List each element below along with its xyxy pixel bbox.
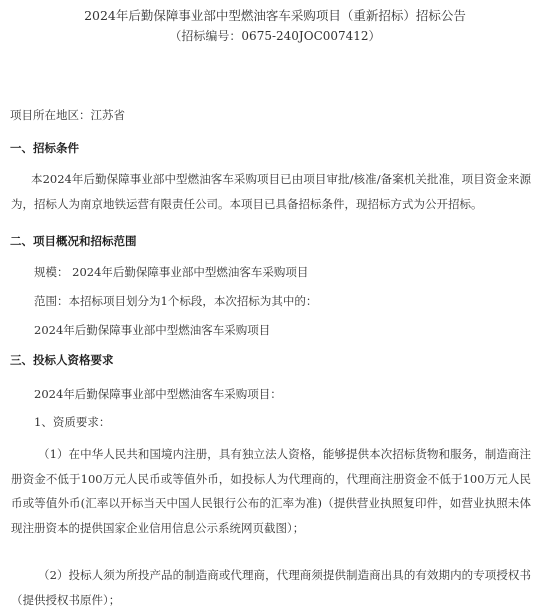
qualification-item-1: （1）在中华人民共和国境内注册，具有独立法人资格，能够提供本次招标货物和服务，制造商注册资金不低于100万元人民币或等值外币，如投标人为代理商的，代理商注册资金不低于100万元人民币或等值外币(汇率以开标当天中国人民银行公布的汇率为准)（提供营业执照复印件，如营业执照未体现注册资本的提供国家企业信用信息公示系统网页截图）； — [11, 447, 531, 535]
tender-number: （招标编号：0675-240JOC007412） — [169, 29, 381, 43]
project-lot: 2024年后勤保障事业部中型燃油客车采购项目 — [34, 323, 271, 337]
section-heading-qualifications: 三、投标人资格要求 — [10, 353, 114, 367]
conditions-paragraph: 本2024年后勤保障事业部中型燃油客车采购项目已由项目审批/核准/备案机关批准，项目资金来源为，招标人为南京地铁运营有限责任公司。本项目已具备招标条件，现招标方式为公开招标。 — [11, 172, 531, 211]
project-scope: 范围：本招标项目划分为1个标段，本次招标为其中的： — [34, 294, 318, 308]
project-scale: 规模： 2024年后勤保障事业部中型燃油客车采购项目 — [34, 265, 309, 279]
page-title: 2024年后勤保障事业部中型燃油客车采购项目（重新招标）招标公告 — [84, 8, 466, 23]
section-heading-overview: 二、项目概况和招标范围 — [10, 234, 137, 248]
project-location: 项目所在地区：江苏省 — [10, 108, 125, 122]
qualification-project: 2024年后勤保障事业部中型燃油客车采购项目： — [34, 387, 282, 401]
section-heading-conditions: 一、招标条件 — [10, 141, 79, 155]
qualification-requirements: 1、资质要求： — [34, 415, 111, 429]
qualification-item-2: （2）投标人须为所投产品的制造商或代理商，代理商须提供制造商出具的有效期内的专项授权书（提供授权书原件）； — [11, 568, 531, 607]
